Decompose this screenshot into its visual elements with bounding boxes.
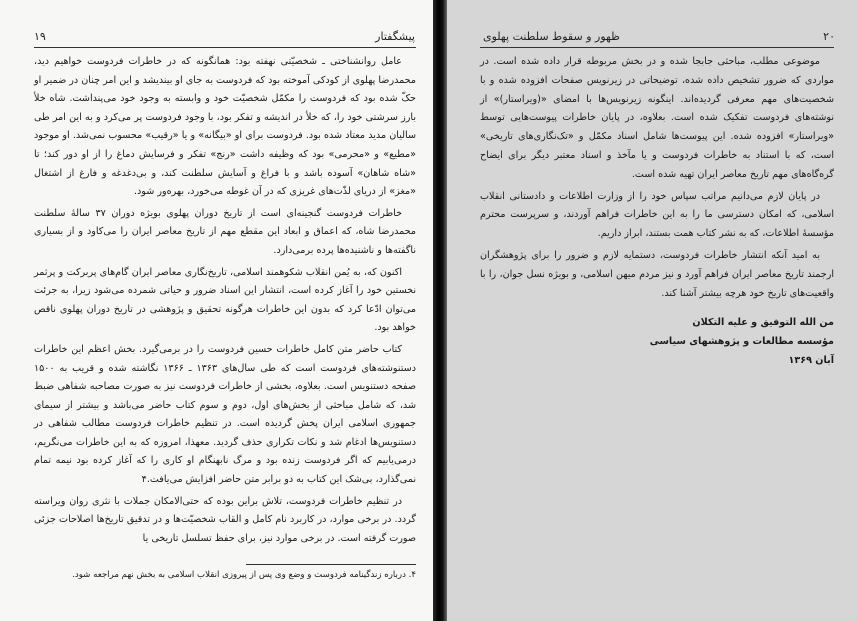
paragraph: اکنون که، به یُمن انقلاب شکوهمند اسلامی، تاریخ‌نگاری معاصر ایران گام‌های پربرکت و پرثمر نخستین خود را آغاز کرده است، انتشار این اسناد ضرور و حیاتی شمرده می‌شود زیرا، به جرئت می‌توان ادّعا کرد که بدون این خاطرات هرگونه تحقیق و پژوهشی در تاریخ دوران پهلوی ناقص خواهد بود. — [34, 266, 416, 334]
footnote: ۴. درباره زندگینامه فردوست و وضع وی پس از پیروزی انقلاب اسلامی به بخش نهم مراجعه شود. — [72, 570, 416, 580]
publisher-name: مؤسسه مطالعات و پژوهشهای سیاسی — [649, 336, 834, 348]
date-line: آبان ۱۳۶۹ — [788, 355, 834, 367]
header-rule — [480, 47, 834, 48]
paragraph: عامل روانشناختی ـ شخصیّتی نهفته بود: همانگونه که در خاطرات فردوست خواهیم دید، محمدرضا پهلوی از کودکی آموخته بود که فردوست به جای او بیندیشد و این امر چنان در ضمیر او حکّ شده بود که فردوست را مکمّل شخصیّت خود و وابسته به وجود خود می‌پنداشت. شاه خلأ بارز سرشتی خود را، که خلأ در اندیشه و تفکر بود، با وجود فردوست پر می‌کرد و به این امر طی سالیان مدید معتاد شده بود. فردوست برای او «بیگانه» و یا «رقیب» محسوب نمی‌شد. او موجود «مطیع» و «محرمی» بود که وظیفه داشت «رنج» تفکر و فرسایش دماغ را از او دور کند؛ تا «شاه شاهان» آسوده باشد و با فراغ و آسایش سلطنت کند، و بی‌دغدغه و فارغ از اشتغال «مغز» از دریای لذّت‌های غریزی که در آن غوطه می‌خورد، بهره‌ور شود. — [34, 56, 416, 198]
paragraph: به امید آنکه انتشار خاطرات فردوست، دستمایه لازم و ضرور را برای پژوهشگران ارجمند تاریخ معاصر ایران فراهم آورد و نیز مردم میهن اسلامی، و بویژه نسل جوان، را با واقعیت‌های تاریخ خود هرچه بیشتر آشنا کند. — [480, 249, 834, 299]
running-title: ظهور و سقوط سلطنت پهلوی — [483, 30, 620, 43]
page-number: ۲۰ — [823, 30, 835, 43]
paragraph: کتاب حاضر متن کامل خاطرات حسین فردوست را در برمی‌گیرد. بخش اعظم این خاطرات دستنوشته‌های فردوست است که طی سال‌های ۱۳۶۳ ـ ۱۳۶۶ نگاشته شده و قریب به ۱۵۰۰ صفحه دستنویس است. بعلاوه، بخشی از خاطرات فردوست نیز به صورت مصاحبه شفاهی ضبط شد، که شامل مباحثی از بخش‌های اول، دوم و سوم کتاب حاضر می‌باشد و بیشتر از سیمای جمهوری اسلامی ایران پخش گردیده است. در تنظیم خاطرات فردوست مطالب شفاهی در دستنویس‌ها ادغام شد و نکات تکراری حذف گردید. معهذا، امروزه که به این خاطرات می‌نگریم، درمی‌یابیم که اگر فردوست زنده بود و مرگ نابهنگام او کاری را که آغاز کرده بود نیمه تمام نمی‌گذارد، بی‌شک این کتاب به دو برابر متن حاضر افزایش می‌یافت.۴ — [34, 343, 416, 486]
book-gutter — [433, 0, 447, 621]
paragraph: موضوعی مطلب، مباحثی جابجا شده و در بخش مربوطه قرار داده شده است. در مواردی که ضرور تشخیص داده شده، توضیحاتی در زیرنویس صفحات افزوده شده و با شخصیت‌های مهم معرفی گردیده‌اند. اینگونه زیرنویس‌ها با امضای «(ویراستار)» از نوشته‌های فردوست تفکیک شده است. بعلاوه، در پایان خاطرات پیوست‌هایی توسط «ویراستار» افزوده شده. این پیوست‌ها شامل اسناد مکمّل و «تک‌نگاری‌های تاریخی» است، که با استناد به خاطرات فردوست و یا مآخذ و اسناد معتبر دیگر برای ایضاح گره‌گاه‌های مهم تاریخ معاصر ایران تهیه شده است. — [480, 56, 834, 180]
closing-line: من الله التوفیق و علیه التکلان — [692, 317, 834, 329]
body-text — [480, 53, 834, 370]
header-rule — [34, 47, 416, 48]
body-text — [34, 53, 416, 551]
page-number: ۱۹ — [34, 30, 46, 43]
footnote-rule — [246, 564, 416, 565]
running-title: پیشگفتار — [375, 30, 415, 43]
paragraph: خاطرات فردوست گنجینه‌ای است از تاریخ دوران پهلوی بویژه دوران ۳۷ سالهٔ سلطنت محمدرضا شاه، که اعماق و ابعاد این مقطع مهم از تاریخ معاصر ایران را می‌کاود و از بسیاری ناگفته‌ها و ناشنیده‌ها پرده برمی‌دارد. — [34, 207, 416, 256]
signature-block — [480, 313, 834, 370]
paragraph: در پایان لازم می‌دانیم مراتب سپاس خود را از وزارت اطلاعات و دادستانی انقلاب اسلامی، که امکان دسترسی ما را به این خاطرات فراهم آوردند، و سرپرست محترم مؤسسهٔ اطلاعات، که به نشر کتاب همت بستند، ابراز داریم. — [480, 190, 834, 240]
paragraph: در تنظیم خاطرات فردوست، تلاش براین بوده که حتی‌الامکان جملات با نثری روان ویراسته گردد. در برخی موارد، در کاربرد نام کامل و القاب شخصیّت‌ها و در تدقیق تاریخ‌ها اصلاحات جزئی صورت گرفته است. در برخی موارد نیز، برای حفظ تسلسل تاریخی یا — [34, 495, 416, 544]
